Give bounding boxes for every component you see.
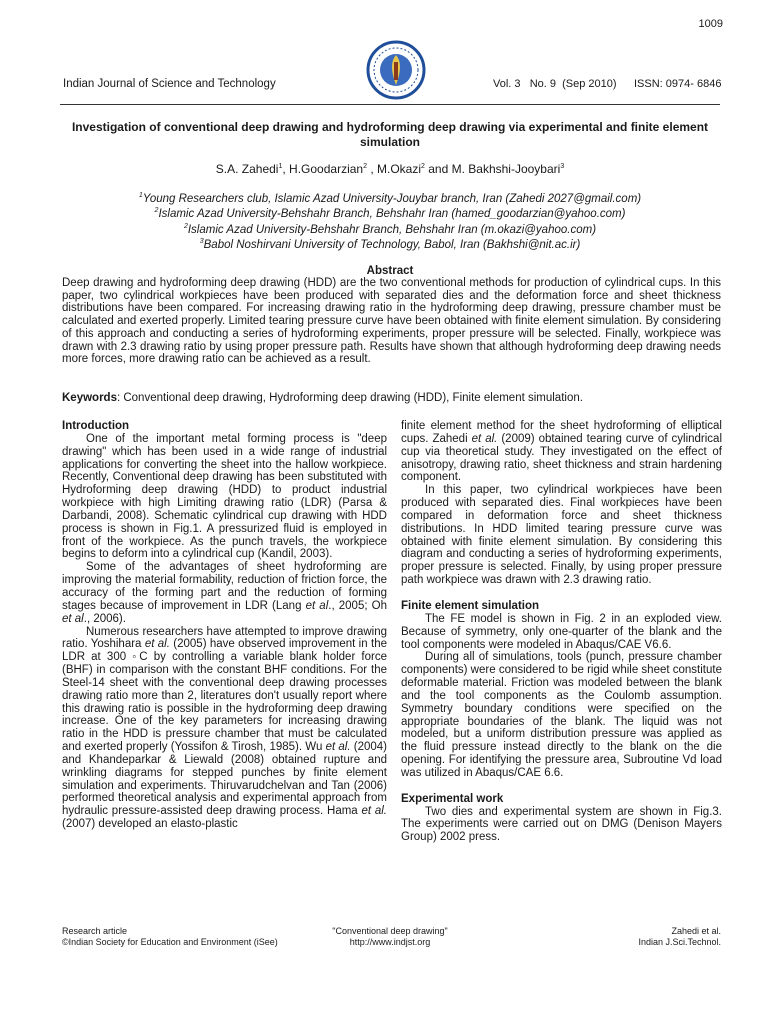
- abstract-text: Deep drawing and hydroforming deep drawing (HDD) are the two conventional methods for production of cylindrical cups. In this paper, two cylindrical workpieces have been produced with separated dies and the deformation force and sheet thickness distributions have been compared. For increasing drawing ratio in the hydroforming deep drawing, pressure chamber must be calculated and exerted properly. Limited tearing pressure curve have been obtained with finite element simulation. By considering of this approach and conducting a series of hydroforming experiments, proper pressure will be selected. Finally, workpiece was drawn with 2.3 drawing ratio by using proper pressure path. Results have shown that although hydroforming deep drawing needs more forces, more drawing ratio can be achieved as a result.: [62, 277, 721, 366]
- footer-journal-abbrev: Indian J.Sci.Technol.: [638, 937, 721, 947]
- footer-copyright: ©Indian Society for Education and Environment (iSee): [62, 937, 278, 947]
- affiliations: [60, 190, 720, 251]
- keywords-text: : Conventional deep drawing, Hydroforming deep drawing (HDD), Finite element simulation.: [116, 392, 583, 404]
- header-rule: [60, 104, 720, 105]
- affiliation-1: $^1$Young Researchers club, Islamic Azad University-Jouybar branch, Iran (Zahedi 2027@gmail.com): [138, 192, 642, 205]
- affiliation-3: $^2$Islamic Azad University-Behshahr Branch, Behshahr Iran (m.okazi@yahoo.com): [183, 222, 597, 236]
- journal-seal-logo: [366, 40, 426, 100]
- author-list: [60, 162, 720, 176]
- volume-info: Vol. 3 No. 9 (Sep 2010): [493, 78, 617, 90]
- author-4: and M. Bakhshi-Jooybari: [424, 162, 561, 176]
- footer-left: [62, 926, 278, 948]
- introduction-heading: Introduction: [62, 420, 130, 432]
- fe-paragraph-1: The FE model is shown in Fig. 2 in an exploded view. Because of symmetry, only one-quarter of the blank and the tool components were modeled in Abaqus/CAE V6.6.: [401, 612, 722, 651]
- fe-simulation-heading: Finite element simulation: [401, 599, 540, 612]
- keywords-label: Keywords: [62, 392, 117, 404]
- right-paragraph-2: In this paper, two cylindrical workpieces have been produced with separated dies. Final workpieces have been compared in deformation force and sheet thickness distributions. In HDD limited tearing pressure curve was obtained with finite element simulation. By considering this diagram and conducting a series of hydroforming experiments, proper pressure is selected. Finally, by using proper pressure path workpiece was drawn with 2.3 drawing ratio.: [401, 484, 722, 587]
- footer-short-title: "Conventional deep drawing": [332, 926, 448, 936]
- author-1-sup: 1: [278, 163, 283, 170]
- footer-right: [638, 926, 721, 948]
- affiliation-4: $^3$Babol Noshirvani University of Technology, Babol, Iran (Bakhshi@nit.ac.ir): [199, 237, 581, 251]
- affiliation-2: $^2$Islamic Azad University-Behshahr Branch, Behshahr Iran (hamed_goodarzian@yahoo.com): [154, 207, 626, 221]
- footer-article-type: Research article: [62, 926, 128, 936]
- keywords: [62, 392, 721, 404]
- fe-paragraph-2: During all of simulations, tools (punch, pressure chamber components) were considered to be rigid while sheet constitute deformable material. Friction was modeled between the blank and the tool components as the Coulomb assumption. Symmetry boundary conditions were specified on the appropriate boundaries of the blank. The liquid was not modeled, but a uniform distribution pressure was applied as the fluid pressure instead directly to the blank on the die opening. For identifying the pressure area, Subroutine Vd load was utilized in Abaqus/CAE 6.6.: [401, 651, 722, 779]
- issn: ISSN: 0974- 6846: [634, 78, 722, 90]
- intro-paragraph-2: Some of the advantages of sheet hydroforming are improving the material formability, reduction of friction force, the accuracy of the forming part and the reduction of forming stages because of improvement in LDR (Lang et al., 2005; Oh et al., 2006).: [62, 561, 387, 625]
- author-2-sup: 2: [363, 163, 367, 170]
- paper-title: Investigation of conventional deep drawing and hydroforming deep drawing via experimental and finite element simulation: [71, 120, 709, 149]
- footer-url[interactable]: http://www.indjst.org: [349, 937, 431, 947]
- footer-center: [300, 926, 480, 948]
- intro-paragraph-1: One of the important metal forming process is "deep drawing" which has been used in a wide range of industrial applications for converting the sheet into the hallow workpiece. Recently, Conventional deep drawing has been substituted with Hydroforming deep drawing (HDD) to product industrial workpiece with high Limiting drawing ratio (LDR) (Parsa & Darbandi, 2008). Schematic cylindrical cup drawing with HDD process is shown in Fig.1. A pressurized fluid is employed in front of the workpiece. As the punch travels, the workpiece begins to deform into a cylindrical cup (Kandil, 2003).: [62, 432, 387, 561]
- abstract-heading: Abstract: [366, 265, 414, 277]
- journal-name: Indian Journal of Science and Technology: [63, 78, 276, 90]
- page-number: 1009: [698, 18, 723, 30]
- right-paragraph-1: finite element method for the sheet hydroforming of elliptical cups. Zahedi et al. (2009) obtained tearing curve of cylindrical cup via theoretical study. They investigated on the effect of anisotropy, drawing ratio, sheet thickness and strain hardening component.: [401, 420, 722, 484]
- experimental-paragraph: Two dies and experimental system are shown in Fig.3. The experiments were carried out on DMG (Denison Mayers Group) 2002 press.: [401, 805, 722, 844]
- intro-paragraph-3: Numerous researchers have attempted to improve drawing ratio. Yoshihara et al. (2005) have observed improvement in the LDR at 300 ◦C by controlling a variable blank holder force (BHF) in comparison with the constant BHF conditions. For the Steel-14 sheet with the conventional deep drawing processes drawing ratio more than 2, literatures don't usually report where this drawing ratio is possible in the hydroforming deep drawing increase. One of the key parameters for increasing drawing ratio in the HDD is pressure chamber that must be calculated and exerted properly (Yossifon & Tirosh, 1985). Wu et al. (2004) and Khandeparkar & Liewald (2008) obtained rupture and wrinkling diagrams for stepped punches by finite element simulation and experiments. Thiruvarudchelvan and Tan (2006) performed theoretical analysis and experimental approach from hydraulic pressure-assisted deep drawing process. Hama et al. (2007) developed an elasto-plastic: [62, 625, 388, 831]
- right-column: [401, 420, 722, 844]
- author-1: S.A. Zahedi: [215, 162, 279, 176]
- author-2: , H.Goodarzian: [282, 162, 364, 176]
- left-column: [62, 420, 387, 831]
- author-4-sup: 3: [560, 163, 565, 170]
- footer-author: Zahedi et al.: [671, 926, 721, 936]
- author-3: , M.Okazi: [367, 162, 422, 176]
- author-3-sup: 2: [421, 163, 425, 170]
- experimental-work-heading: Experimental work: [401, 792, 504, 805]
